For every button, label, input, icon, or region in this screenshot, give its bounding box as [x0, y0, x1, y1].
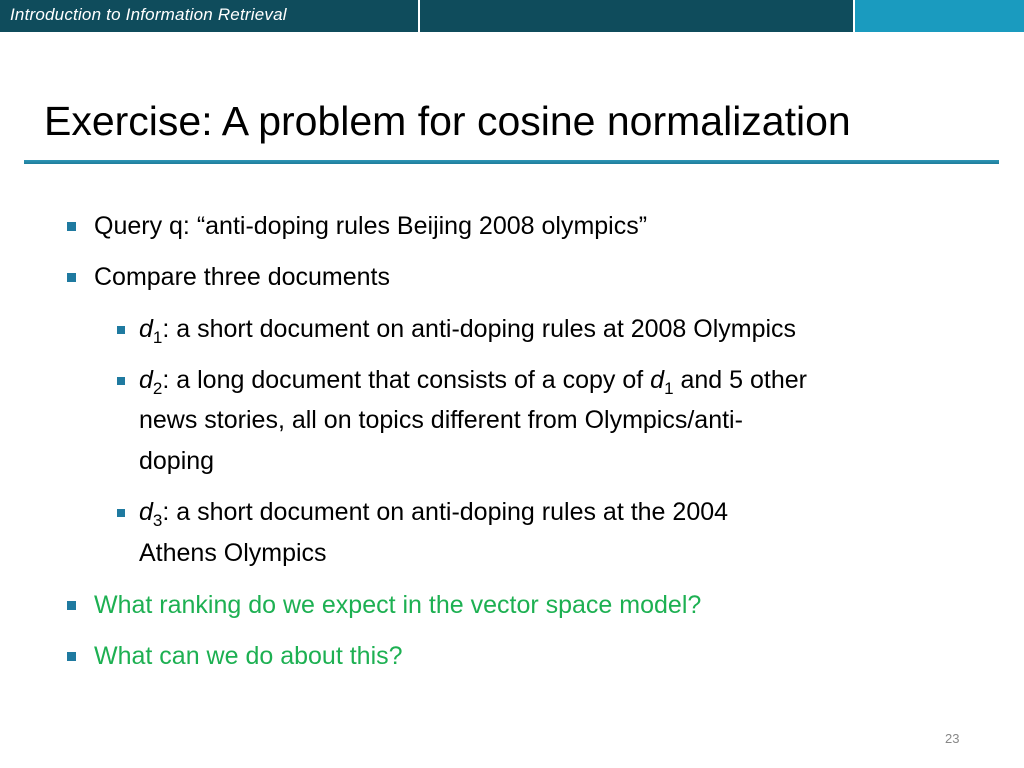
bullet-d1: [139, 309, 796, 352]
header-segment-middle: [420, 0, 853, 32]
bullet-compare: [94, 257, 390, 298]
title-underline: [24, 160, 999, 164]
bullet-text: : a short document on anti-doping rules at the 2004: [162, 498, 729, 526]
bullet-text: What can we do about this?: [94, 642, 403, 670]
header-segment-right: [855, 0, 1024, 32]
bullet-query: [94, 206, 647, 247]
bullet-d2-line3: doping: [139, 447, 215, 475]
slide-title: Exercise: A problem for cosine normalization: [44, 98, 851, 144]
doc-subscript: 1: [152, 328, 163, 347]
bullet-square-icon: [117, 326, 125, 334]
bullet-d3-line2: Athens Olympics: [139, 539, 327, 567]
bullet-text: : a short document on anti-doping rules at 2008 Olympics: [162, 315, 797, 343]
bullet-text: Compare three documents: [94, 263, 390, 291]
header-bar: [0, 0, 1024, 32]
bullet-d3: [139, 492, 728, 535]
bullet-text: : a long document that consists of a copy of: [162, 366, 651, 394]
bullet-square-icon: [67, 652, 76, 661]
doc-variable: d: [139, 498, 153, 526]
page-number: 23: [945, 731, 960, 746]
doc-subscript: 1: [664, 379, 674, 398]
course-title: Introduction to Information Retrieval: [10, 5, 287, 24]
bullet-question-ranking: [94, 585, 701, 626]
doc-variable: d: [139, 315, 153, 343]
bullet-square-icon: [67, 222, 76, 231]
doc-variable: d: [650, 366, 665, 394]
bullet-d2: [139, 360, 807, 403]
bullet-question-fix: [94, 636, 403, 677]
bullet-d2-line2: news stories, all on topics different from Olympics/anti-: [139, 406, 743, 434]
bullet-text: Query q: “anti-doping rules Beijing 2008 olympics”: [94, 212, 648, 240]
doc-subscript: 2: [152, 379, 163, 398]
bullet-square-icon: [117, 377, 125, 385]
bullet-square-icon: [117, 509, 125, 517]
doc-variable: d: [139, 366, 153, 394]
bullet-square-icon: [67, 601, 76, 610]
bullet-text: and 5 other: [673, 366, 807, 394]
bullet-text: What ranking do we expect in the vector space model?: [94, 591, 702, 619]
bullet-square-icon: [67, 273, 76, 282]
doc-subscript: 3: [152, 511, 163, 530]
